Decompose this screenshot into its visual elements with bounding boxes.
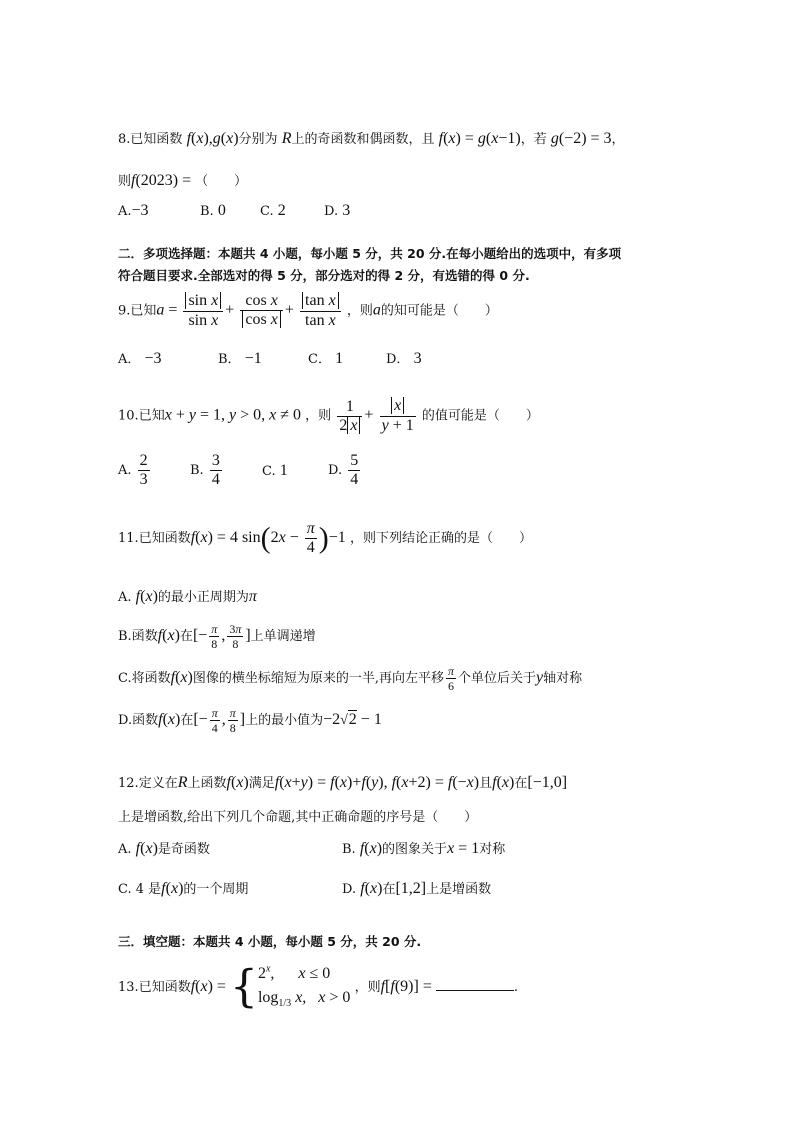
question-11: 11.已知函数f(x) = 4 sin(2x − $\frac{\pi}{4}$ )−1 ，则下列结论正确的是（ ） — [118, 520, 532, 556]
section-2-heading-line-2: 符合题目要求.全部选对的得 5 分，部分选对的得 2 分，有选错的得 0 分. — [118, 268, 530, 283]
q12-option-c: C. 4 是f(x)的一个周期 — [118, 880, 249, 897]
question-12-line-1: 12.定义在R上函数f(x)满足f(x+y) = f(x)+f(y), f(x+2) = f(−x)且f(x)在[−1,0] — [118, 774, 568, 791]
q8-option-d: D. 3 — [324, 202, 351, 219]
q11-option-d: D.函数f(x)在[− $\frac{\pi}{4}$ , $\frac{\pi}{8}$ ]上的最小值为−2√2 − 1 — [118, 706, 382, 735]
q12-option-b: B. f(x)的图象关于x = 1对称 — [342, 840, 506, 857]
q8-option-a: A.−3 — [118, 202, 149, 219]
q9-option-c: C． 1 — [308, 350, 344, 367]
q12-option-a: A. f(x)是奇函数 — [118, 840, 210, 857]
question-12-line-2: 上是增函数,给出下列几个命题,其中正确命题的序号是（ ） — [118, 810, 478, 825]
question-8-line-2: 则f(2023) = （ ） — [118, 172, 248, 189]
q9-option-a: A． −3 — [118, 350, 162, 367]
q9-option-d: D． 3 — [386, 350, 422, 367]
q11-option-c: C.将函数f(x)图像的横坐标缩短为原来的一半,再向左平移 $\frac{\pi}{6}$ 个单位后关于y轴对称 — [118, 664, 583, 693]
q10-option-a: A. $\frac{2}{3}$ — [118, 452, 148, 488]
question-13: 13.已知函数$f(x) = \{2^x$, x ≤ 0 $\log_{1/3} x$, x > 0 ，则f[f(9)] = . — [118, 961, 518, 1013]
question-9: 9.已知a = $\frac{\text{sin x}}{\text{sin x}}$ + $\frac{\text{cos x}}{\text{cos x}}$ + $\frac{\text{tan x}}{\text{tan x}}$ ，则a的知可能是（ ） — [118, 292, 498, 329]
q10-option-b: B. $\frac{3}{4}$ — [190, 452, 220, 488]
section-2-heading: 二．多项选择题：本题共 4 小题，每小题 5 分，共 20 分.在每小题给出的选项中，有多项 — [118, 246, 622, 261]
q12-option-d: D. f(x)在[1,2]上是增函数 — [342, 880, 492, 897]
question-8-line-1: 8.已知函数 f(x),g(x)分别为 R上的奇函数和偶函数，且 f(x) = g(x−1)，若 g(−2) = 3， — [118, 130, 625, 147]
q10-option-c: C. 1 — [262, 462, 288, 479]
section-3-heading: 三．填空题：本题共 4 小题，每小题 5 分，共 20 分. — [118, 934, 422, 949]
q11-option-a: A. f(x)的最小正周期为π — [118, 588, 257, 605]
q8-option-c: C. 2 — [260, 202, 286, 219]
q8-option-b: B. 0 — [200, 202, 226, 219]
q11-option-b: B.函数f(x)在[− $\frac{\pi}{8}$ , $\frac{3\pi}{8}$ ]上单调递增 — [118, 622, 316, 651]
question-10: 10.已知x + y = 1, y > 0, x ≠ 0 ，则 $\frac{1}{2 x}$ + $\frac{x}{y + 1}$ 的值可能是（ ） — [118, 397, 539, 434]
q10-option-d: D. $\frac{5}{4}$ — [328, 452, 359, 488]
answer-blank[interactable] — [436, 976, 514, 991]
q9-option-b: B． −1 — [218, 350, 262, 367]
